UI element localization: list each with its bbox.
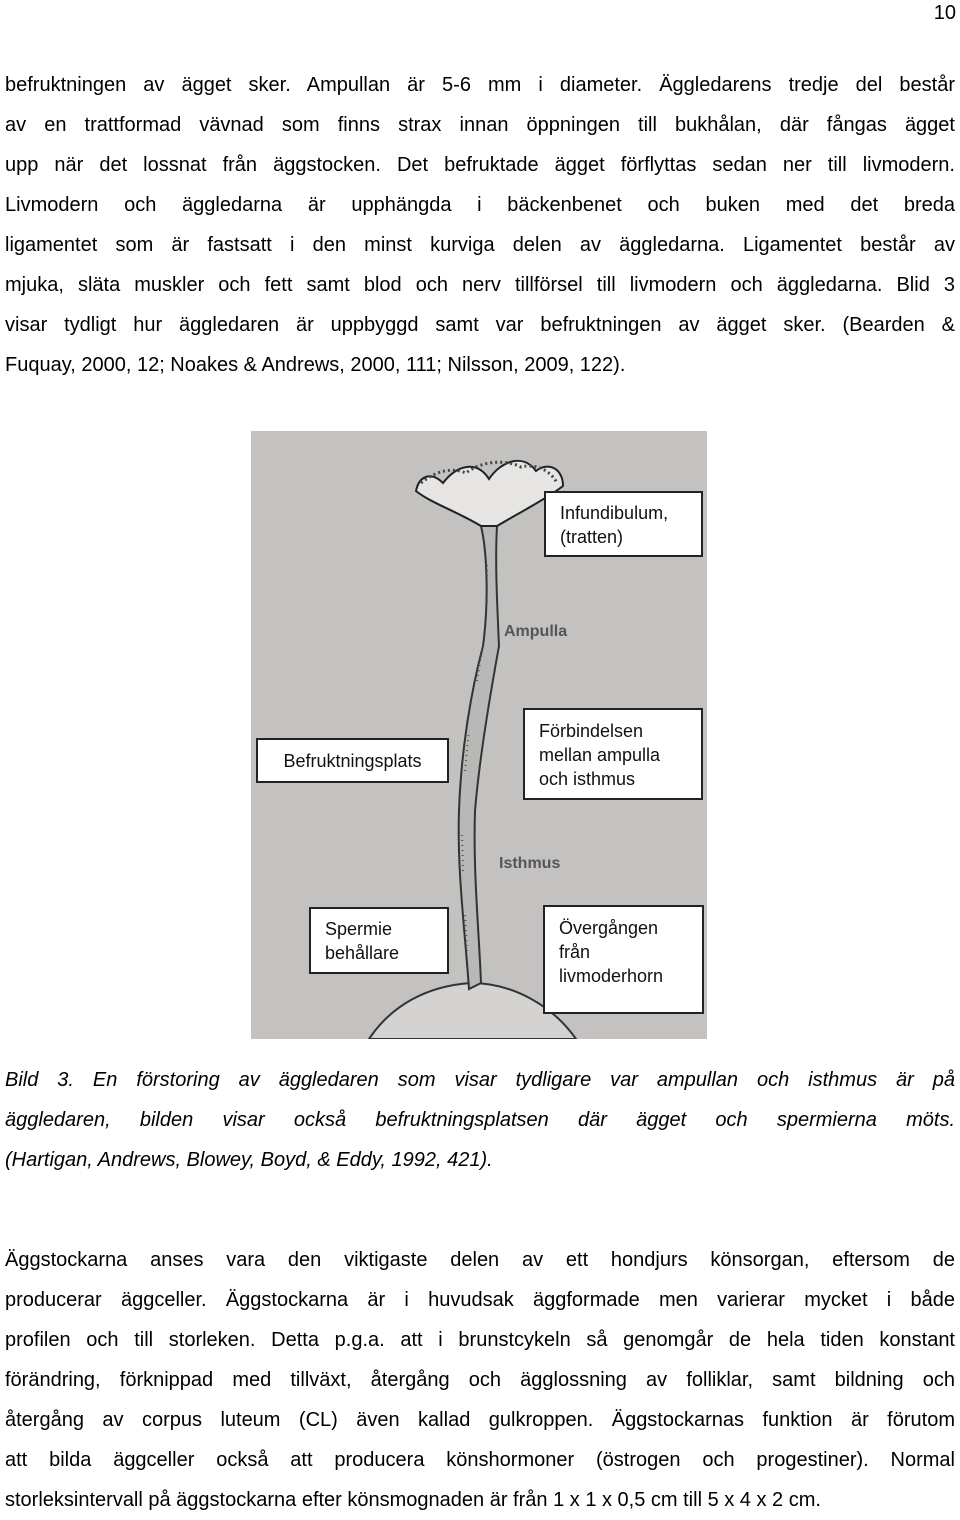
befruktningsplats-box: Befruktningsplats [256, 738, 449, 783]
overgangen-box: Övergången från livmoderhorn [543, 905, 704, 1014]
text-line: upp när det lossnat från äggstocken. Det befruktade ägget förflyttas sedan ner till livmodern. [5, 154, 955, 176]
text-line: att bilda äggceller också att producera könshormoner (östrogen och progestiner). Normal [5, 1449, 955, 1471]
text-line: mjuka, släta muskler och fett samt blod och nerv tillförsel till livmodern och äggledarna. Blid 3 [5, 274, 955, 296]
text-line: profilen och till storleken. Detta p.g.a. att i brunstcykeln så genomgår de hela tiden konstant [5, 1329, 955, 1351]
text-line: Fuquay, 2000, 12; Noakes & Andrews, 2000, 111; Nilsson, 2009, 122). [5, 354, 626, 376]
text-line: av en trattformad vävnad som finns strax innan öppningen till bukhålan, där fångas ägget [5, 114, 955, 136]
infundibulum-box: Infundibulum, (tratten) [544, 491, 703, 557]
spermie-box: Spermie behållare [309, 907, 449, 974]
text-line: ligamentet som är fastsatt i den minst kurviga delen av äggledarna. Ligamentet består av [5, 234, 955, 256]
text-line: Livmodern och äggledarna är upphängda i bäckenbenet och buken med det breda [5, 194, 955, 216]
figure-caption [5, 1060, 955, 1180]
text-line: Äggstockarna anses vara den viktigaste delen av ett hondjurs könsorgan, eftersom de [5, 1249, 955, 1271]
caption-line: äggledaren, bilden visar också befruktningsplatsen där ägget och spermierna möts. [5, 1109, 955, 1131]
intro-paragraph [5, 65, 955, 385]
text-line: storleksintervall på äggstockarna efter könsmognaden är från 1 x 1 x 0,5 cm till 5 x 4 x 2 cm. [5, 1489, 821, 1511]
text-line: visar tydligt hur äggledaren är uppbyggd samt var befruktningen av ägget sker. (Bearden & [5, 314, 955, 336]
caption-line: Bild 3. En förstoring av äggledaren som visar tydligare var ampullan och isthmus är på [5, 1069, 955, 1091]
text-line: producerar äggceller. Äggstockarna är i huvudsak äggformade men varierar mycket i både [5, 1289, 955, 1311]
isthmus-label: Isthmus [499, 855, 561, 872]
text-line: återgång av corpus luteum (CL) även kallad gulkroppen. Äggstockarnas funktion är förutom [5, 1409, 955, 1431]
body-paragraph [5, 1240, 955, 1520]
page-number: 10 [933, 2, 956, 24]
forbindelsen-box: Förbindelsen mellan ampulla och isthmus [523, 708, 703, 800]
text-line: befruktningen av ägget sker. Ampullan är 5-6 mm i diameter. Äggledarens tredje del består [5, 74, 955, 96]
ampulla-label: Ampulla [504, 623, 568, 640]
text-line: förändring, förknippad med tillväxt, återgång och ägglossning av folliklar, samt bildning och [5, 1369, 955, 1391]
caption-line: (Hartigan, Andrews, Blowey, Boyd, & Eddy, 1992, 421). [5, 1149, 493, 1171]
infundibulum-shape [416, 461, 563, 526]
oviduct-tube [459, 526, 499, 989]
oviduct-figure [251, 431, 707, 1039]
